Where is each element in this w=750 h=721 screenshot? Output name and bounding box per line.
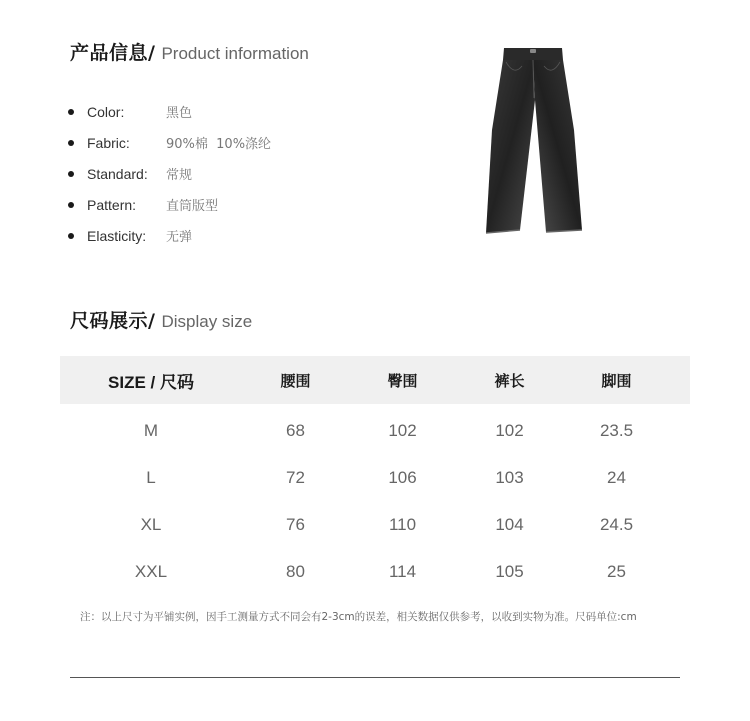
spec-key: Color: <box>87 103 125 120</box>
bullet-icon <box>68 202 74 208</box>
table-cell: 24.5 <box>599 514 634 534</box>
bullet-icon <box>68 233 74 239</box>
table-cell: 72 <box>286 467 305 487</box>
table-row <box>60 454 690 501</box>
bottom-divider <box>70 677 680 678</box>
spec-key: Standard: <box>87 165 148 182</box>
spec-key: Elasticity: <box>87 227 147 244</box>
table-cell: XL <box>140 514 162 534</box>
spec-row-fabric <box>68 127 271 158</box>
measurement-note: 注：以上尺寸为平铺实例，因手工测量方式不同会有2-3cm的误差，相关数据仅供参考，以收到实物为准。尺码单位:cm <box>80 611 637 623</box>
size-table-body <box>60 404 690 595</box>
product-info-title-cn: 产品信息/ <box>70 42 156 64</box>
table-cell: 104 <box>495 514 524 534</box>
spec-value: 无弹 <box>166 230 193 245</box>
table-cell: XXL <box>134 561 168 581</box>
bullet-icon <box>68 140 74 146</box>
table-row <box>60 407 690 454</box>
display-size-title <box>70 306 252 333</box>
product-info-title-en: Product information <box>161 44 309 63</box>
table-cell: 102 <box>388 420 417 440</box>
size-table-header <box>60 356 690 404</box>
header-length: 裤长 <box>494 371 525 390</box>
bullet-icon <box>68 171 74 177</box>
spec-row-color <box>68 96 271 127</box>
table-cell: 24 <box>607 467 626 487</box>
spec-key: Pattern: <box>87 196 137 213</box>
header-size: SIZE / 尺码 <box>108 372 194 392</box>
spec-value: 90%棉 10%涤纶 <box>166 137 272 152</box>
table-cell: 105 <box>495 561 524 581</box>
header-leg-opening: 脚围 <box>601 371 632 390</box>
product-spec-list <box>68 96 271 251</box>
table-cell: M <box>143 420 159 440</box>
spec-value: 直筒版型 <box>166 199 219 214</box>
spec-row-standard <box>68 158 271 189</box>
table-cell: 23.5 <box>599 420 634 440</box>
table-cell: 106 <box>388 467 417 487</box>
table-cell: 103 <box>495 467 524 487</box>
header-waist: 腰围 <box>280 371 311 390</box>
table-cell: L <box>146 467 156 487</box>
table-row <box>60 548 690 595</box>
spec-value: 常规 <box>166 168 193 183</box>
spec-key: Fabric: <box>87 134 130 151</box>
table-row <box>60 501 690 548</box>
header-hip: 臀围 <box>387 371 418 390</box>
table-cell: 110 <box>388 514 417 534</box>
spec-value: 黑色 <box>166 106 193 121</box>
size-table <box>60 356 690 595</box>
display-size-title-en: Display size <box>161 312 253 331</box>
spec-row-elasticity <box>68 220 271 251</box>
table-cell: 68 <box>286 420 305 440</box>
black-jeans-product-image <box>478 40 588 240</box>
table-cell: 102 <box>495 420 524 440</box>
table-cell: 25 <box>607 561 626 581</box>
table-cell: 76 <box>286 514 305 534</box>
table-cell: 80 <box>286 561 305 581</box>
product-info-title <box>70 38 309 65</box>
table-cell: 114 <box>388 561 417 581</box>
display-size-title-cn: 尺码展示/ <box>70 310 156 332</box>
bullet-icon <box>68 109 74 115</box>
spec-row-pattern <box>68 189 271 220</box>
